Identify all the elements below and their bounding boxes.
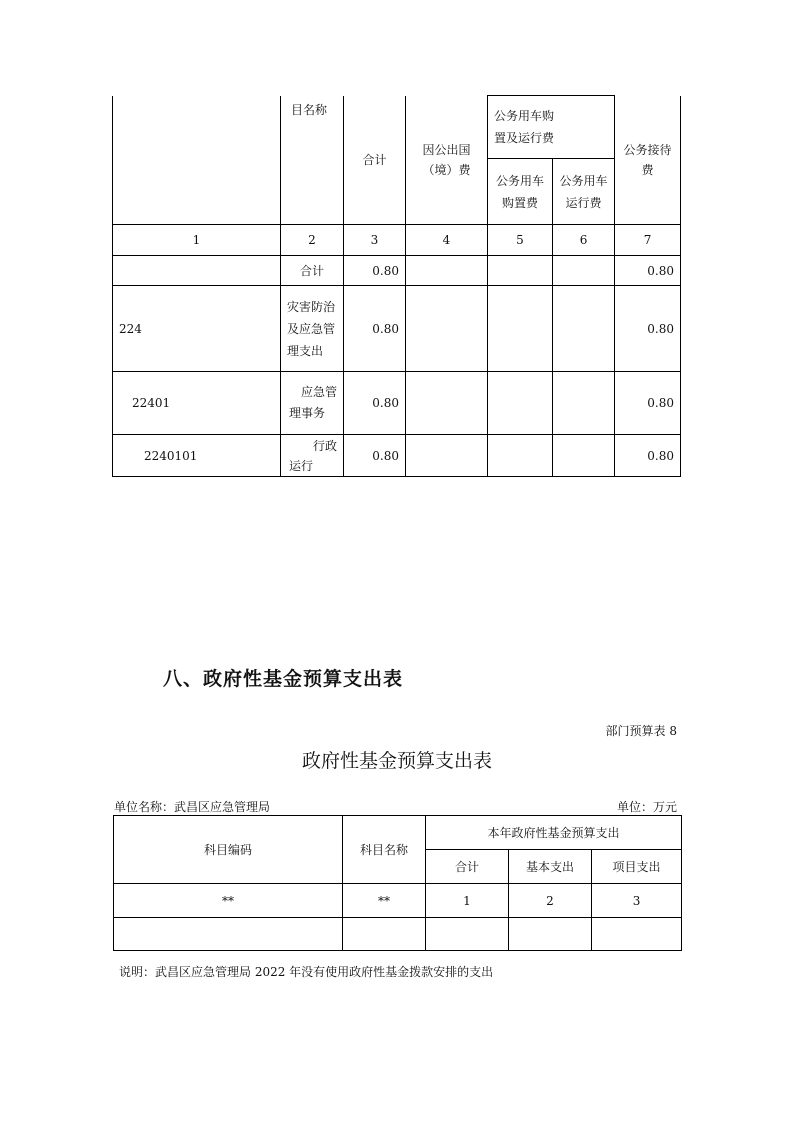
index-row [114,884,682,918]
header-total: 合计 [426,850,509,884]
name-label: 灾害防治及应急管理支出 [287,299,336,358]
table-row [113,435,681,477]
header-name: 目名称 [281,96,344,225]
unit-label: 单位：万元 [616,800,677,814]
name-cell [281,435,344,477]
header-code: 科目编码 [114,816,343,884]
name-label: 行政运行 [289,438,338,473]
basic-cell [509,918,592,951]
total-cell: 0.80 [344,256,406,286]
total-cell [426,918,509,951]
purchase-cell [488,256,553,286]
name-cell [281,286,344,372]
operation-cell [553,435,615,477]
name-label: 应急管理事务 [289,385,338,420]
operation-cell [553,256,615,286]
header-vehicle-operation-label: 公务用车运行费 [559,173,608,210]
abroad-cell [406,372,488,435]
reception-cell: 0.80 [615,372,681,435]
table-title: 政府性基金预算支出表 [301,750,492,772]
name-cell [343,918,426,951]
abroad-cell [406,286,488,372]
index-cell: 1 [426,884,509,918]
header-reception-label: 公务接待费 [623,142,672,177]
table-row [113,286,681,372]
purchase-cell [488,372,553,435]
table-row [113,372,681,435]
header-total: 合计 [344,96,406,225]
index-row [113,225,681,256]
index-cell: 2 [509,884,592,918]
reception-cell: 0.80 [615,286,681,372]
name-cell: 合计 [281,256,344,286]
code-cell [114,918,343,951]
operation-cell [553,286,615,372]
abroad-cell [406,435,488,477]
index-cell: ** [343,884,426,918]
code-cell: 22401 [113,372,281,435]
name-cell [281,372,344,435]
header-project: 项目支出 [592,850,682,884]
header-blank-cell [113,96,281,225]
form-number: 部门预算表 8 [605,724,677,738]
header-name: 科目名称 [343,816,426,884]
index-cell: 3 [592,884,682,918]
index-cell: ** [114,884,343,918]
three-public-expenses-table [112,95,681,477]
header-vehicle-group-label: 公务用车购置及运行费 [494,109,555,145]
purchase-cell [488,286,553,372]
code-cell: 224 [113,286,281,372]
section-heading: 八、政府性基金预算支出表 [163,668,404,690]
header-vehicle-operation [553,159,615,225]
header-group: 本年政府性基金预算支出 [426,816,682,850]
table-row [114,918,682,951]
header-vehicle-group [488,96,615,159]
index-cell: 5 [488,225,553,256]
table-row [113,256,681,286]
code-cell [113,256,281,286]
project-cell [592,918,682,951]
code-cell: 2240101 [113,435,281,477]
index-cell: 6 [553,225,615,256]
total-cell: 0.80 [344,435,406,477]
total-cell: 0.80 [344,286,406,372]
header-abroad [406,96,488,225]
index-cell: 4 [406,225,488,256]
index-cell: 2 [281,225,344,256]
header-vehicle-purchase-label: 公务用车购置费 [495,173,544,210]
unit-name: 单位名称：武昌区应急管理局 [114,800,271,814]
purchase-cell [488,435,553,477]
government-fund-table [113,815,682,951]
operation-cell [553,372,615,435]
abroad-cell [406,256,488,286]
header-basic: 基本支出 [509,850,592,884]
header-vehicle-purchase [488,159,553,225]
reception-cell: 0.80 [615,256,681,286]
total-cell: 0.80 [344,372,406,435]
header-abroad-label: 因公出国（境）费 [422,142,471,177]
header-reception [615,96,681,225]
index-cell: 3 [344,225,406,256]
index-cell: 7 [615,225,681,256]
note: 说明：武昌区应急管理局 2022 年没有使用政府性基金拨款安排的支出 [119,965,494,979]
reception-cell: 0.80 [615,435,681,477]
index-cell: 1 [113,225,281,256]
